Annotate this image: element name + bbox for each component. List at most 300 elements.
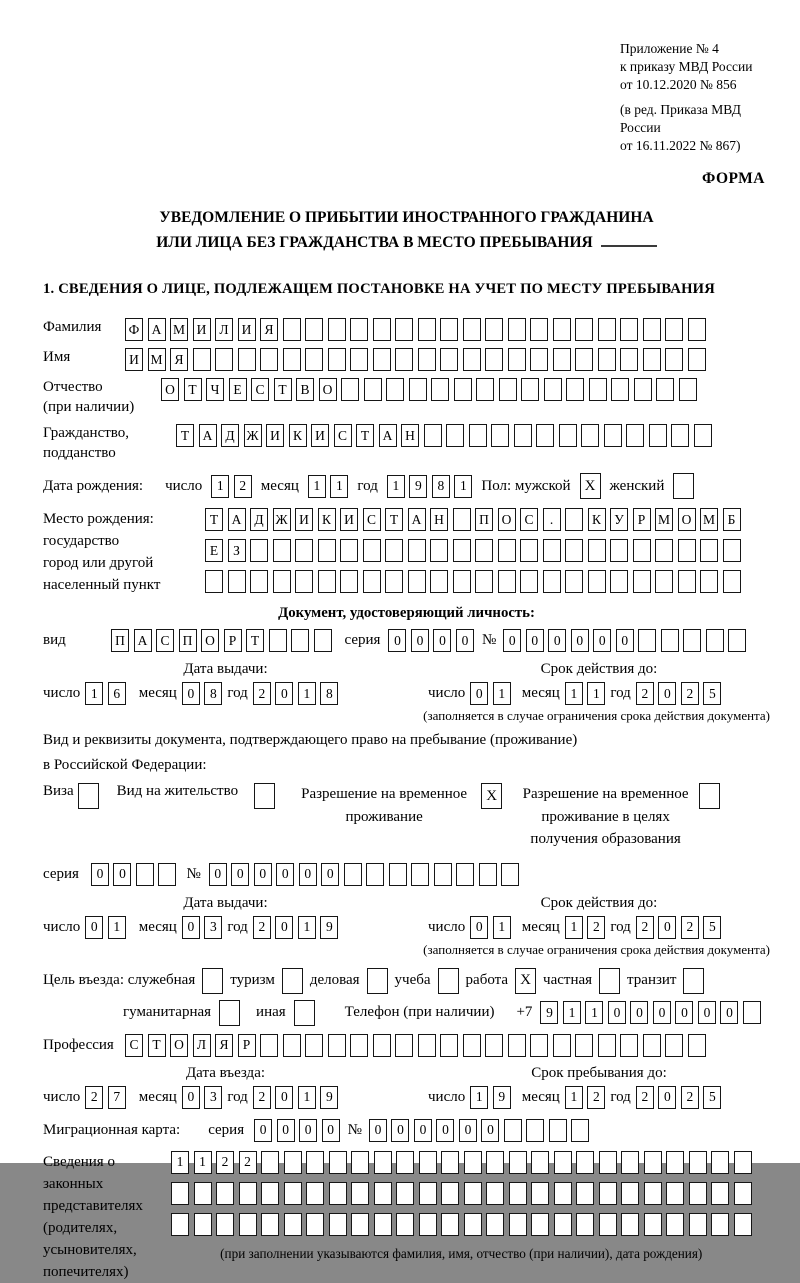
form-cell[interactable]: 0 <box>414 1119 432 1142</box>
form-cell[interactable] <box>340 539 358 562</box>
form-cell[interactable] <box>219 1000 240 1026</box>
form-cell[interactable]: 6 <box>108 682 126 705</box>
form-cell[interactable]: М <box>700 508 718 531</box>
form-cell[interactable]: И <box>295 508 313 531</box>
form-cell[interactable] <box>441 1151 459 1174</box>
form-cell[interactable]: С <box>125 1034 143 1057</box>
form-cell[interactable] <box>250 539 268 562</box>
form-cell[interactable]: Б <box>723 508 741 531</box>
purpose-humanitarian-checkbox[interactable] <box>219 1000 240 1026</box>
form-cell[interactable] <box>598 1034 616 1057</box>
form-cell[interactable] <box>283 348 301 371</box>
form-cell[interactable] <box>78 783 99 809</box>
form-cell[interactable] <box>576 1182 594 1205</box>
form-cell[interactable]: О <box>498 508 516 531</box>
form-cell[interactable]: 1 <box>298 916 316 939</box>
form-cell[interactable]: П <box>111 629 129 652</box>
form-cell[interactable] <box>441 1213 459 1236</box>
form-cell[interactable]: 2 <box>681 1086 699 1109</box>
form-cell[interactable] <box>314 629 332 652</box>
purpose-other-checkbox[interactable] <box>294 1000 315 1026</box>
form-cell[interactable] <box>373 1034 391 1057</box>
form-cell[interactable] <box>734 1213 752 1236</box>
temp-permit-checkbox[interactable] <box>481 783 502 809</box>
form-cell[interactable] <box>504 1119 522 1142</box>
form-cell[interactable]: 1 <box>308 475 326 498</box>
doc-valid-day-cells[interactable] <box>470 682 511 705</box>
form-cell[interactable]: Н <box>430 508 448 531</box>
form-cell[interactable] <box>599 1182 617 1205</box>
form-cell[interactable]: Т <box>274 378 292 401</box>
form-cell[interactable] <box>554 1182 572 1205</box>
birthplace-cells-row1[interactable] <box>205 508 741 531</box>
form-cell[interactable] <box>479 863 497 886</box>
form-cell[interactable] <box>530 348 548 371</box>
form-cell[interactable]: Я <box>260 318 278 341</box>
representatives-cells-row1[interactable] <box>171 1151 752 1174</box>
form-cell[interactable]: X <box>515 968 536 994</box>
form-cell[interactable] <box>520 539 538 562</box>
form-cell[interactable]: 2 <box>587 916 605 939</box>
form-cell[interactable]: С <box>363 508 381 531</box>
purpose-private-checkbox[interactable] <box>599 968 620 994</box>
form-cell[interactable]: 2 <box>681 916 699 939</box>
form-cell[interactable] <box>411 863 429 886</box>
form-cell[interactable] <box>486 1213 504 1236</box>
form-cell[interactable]: Н <box>401 424 419 447</box>
form-cell[interactable]: 2 <box>239 1151 257 1174</box>
form-cell[interactable] <box>295 539 313 562</box>
form-cell[interactable] <box>526 1119 544 1142</box>
form-cell[interactable] <box>363 570 381 593</box>
form-cell[interactable] <box>350 1034 368 1057</box>
form-cell[interactable] <box>305 318 323 341</box>
form-cell[interactable] <box>350 318 368 341</box>
form-cell[interactable] <box>306 1151 324 1174</box>
form-cell[interactable]: 1 <box>493 916 511 939</box>
form-cell[interactable]: 0 <box>658 916 676 939</box>
form-cell[interactable] <box>544 378 562 401</box>
form-cell[interactable] <box>576 1151 594 1174</box>
form-cell[interactable]: 2 <box>636 1086 654 1109</box>
form-cell[interactable] <box>284 1182 302 1205</box>
form-cell[interactable] <box>374 1151 392 1174</box>
form-cell[interactable] <box>734 1151 752 1174</box>
form-cell[interactable]: 0 <box>113 863 131 886</box>
form-cell[interactable]: 0 <box>231 863 249 886</box>
form-cell[interactable] <box>553 348 571 371</box>
permit-valid-day-cells[interactable] <box>470 916 511 939</box>
form-cell[interactable] <box>328 1034 346 1057</box>
form-cell[interactable] <box>205 570 223 593</box>
form-cell[interactable]: 2 <box>253 682 271 705</box>
form-cell[interactable] <box>620 348 638 371</box>
form-cell[interactable] <box>486 1182 504 1205</box>
form-cell[interactable]: Т <box>385 508 403 531</box>
form-cell[interactable]: 0 <box>369 1119 387 1142</box>
form-cell[interactable] <box>549 1119 567 1142</box>
form-cell[interactable] <box>666 1151 684 1174</box>
form-cell[interactable] <box>486 1151 504 1174</box>
form-cell[interactable] <box>485 318 503 341</box>
form-cell[interactable]: 9 <box>320 916 338 939</box>
form-cell[interactable] <box>743 1001 761 1024</box>
permit-number-cells[interactable] <box>209 863 520 886</box>
form-cell[interactable]: М <box>148 348 166 371</box>
form-cell[interactable]: С <box>520 508 538 531</box>
doc-valid-month-cells[interactable] <box>565 682 606 705</box>
form-cell[interactable] <box>666 1182 684 1205</box>
form-cell[interactable] <box>543 570 561 593</box>
birthplace-cells-row2[interactable] <box>205 539 741 562</box>
form-cell[interactable]: 0 <box>254 1119 272 1142</box>
form-cell[interactable] <box>215 348 233 371</box>
form-cell[interactable]: 0 <box>388 629 406 652</box>
form-cell[interactable] <box>329 1182 347 1205</box>
form-cell[interactable] <box>318 570 336 593</box>
form-cell[interactable] <box>136 863 154 886</box>
form-cell[interactable]: А <box>228 508 246 531</box>
form-cell[interactable] <box>604 424 622 447</box>
form-cell[interactable] <box>626 424 644 447</box>
form-cell[interactable] <box>599 1151 617 1174</box>
form-cell[interactable]: 0 <box>720 1001 738 1024</box>
form-cell[interactable] <box>438 968 459 994</box>
form-cell[interactable] <box>621 1182 639 1205</box>
form-cell[interactable] <box>644 1213 662 1236</box>
form-cell[interactable]: К <box>588 508 606 531</box>
form-cell[interactable] <box>261 1182 279 1205</box>
form-cell[interactable] <box>283 318 301 341</box>
form-cell[interactable] <box>329 1151 347 1174</box>
form-cell[interactable]: Я <box>215 1034 233 1057</box>
form-cell[interactable] <box>621 1151 639 1174</box>
form-cell[interactable] <box>408 570 426 593</box>
form-cell[interactable] <box>367 968 388 994</box>
form-cell[interactable] <box>260 348 278 371</box>
form-cell[interactable] <box>599 968 620 994</box>
form-cell[interactable] <box>434 863 452 886</box>
form-cell[interactable] <box>260 1034 278 1057</box>
form-cell[interactable]: 1 <box>171 1151 189 1174</box>
phone-cells[interactable] <box>540 1001 761 1024</box>
form-cell[interactable] <box>351 1213 369 1236</box>
form-cell[interactable] <box>385 539 403 562</box>
form-cell[interactable] <box>565 508 583 531</box>
doc-issue-year-cells[interactable] <box>253 682 339 705</box>
form-cell[interactable]: 0 <box>593 629 611 652</box>
patronymic-cells[interactable] <box>161 378 697 401</box>
form-cell[interactable] <box>373 318 391 341</box>
form-cell[interactable] <box>269 629 287 652</box>
form-cell[interactable] <box>396 1182 414 1205</box>
stay-year-cells[interactable] <box>636 1086 722 1109</box>
form-cell[interactable]: Я <box>170 348 188 371</box>
form-cell[interactable] <box>366 863 384 886</box>
form-cell[interactable] <box>723 539 741 562</box>
form-cell[interactable]: В <box>296 378 314 401</box>
form-cell[interactable] <box>389 863 407 886</box>
migration-series-cells[interactable] <box>254 1119 340 1142</box>
form-cell[interactable] <box>633 539 651 562</box>
birth-day-cells[interactable] <box>211 475 252 498</box>
form-cell[interactable]: С <box>251 378 269 401</box>
form-cell[interactable] <box>531 1151 549 1174</box>
doc-series-cells[interactable] <box>388 629 474 652</box>
form-cell[interactable]: 0 <box>481 1119 499 1142</box>
form-cell[interactable]: 0 <box>277 1119 295 1142</box>
form-cell[interactable] <box>453 508 471 531</box>
form-cell[interactable] <box>238 348 256 371</box>
form-cell[interactable] <box>678 570 696 593</box>
form-cell[interactable]: П <box>475 508 493 531</box>
birthplace-cells-row3[interactable] <box>205 570 741 593</box>
form-cell[interactable] <box>228 570 246 593</box>
form-cell[interactable] <box>295 570 313 593</box>
form-cell[interactable]: О <box>161 378 179 401</box>
form-cell[interactable] <box>521 378 539 401</box>
form-cell[interactable] <box>644 1182 662 1205</box>
form-cell[interactable]: 0 <box>459 1119 477 1142</box>
form-cell[interactable] <box>711 1213 729 1236</box>
form-cell[interactable] <box>553 318 571 341</box>
form-cell[interactable]: 0 <box>275 1086 293 1109</box>
form-cell[interactable]: Д <box>221 424 239 447</box>
form-cell[interactable]: А <box>199 424 217 447</box>
form-cell[interactable]: Ч <box>206 378 224 401</box>
form-cell[interactable]: 1 <box>194 1151 212 1174</box>
form-cell[interactable] <box>649 424 667 447</box>
form-cell[interactable]: 8 <box>204 682 222 705</box>
form-cell[interactable]: 0 <box>182 1086 200 1109</box>
form-cell[interactable] <box>683 629 701 652</box>
form-cell[interactable] <box>250 570 268 593</box>
form-cell[interactable]: А <box>148 318 166 341</box>
form-cell[interactable]: Л <box>193 1034 211 1057</box>
form-cell[interactable] <box>589 378 607 401</box>
form-cell[interactable] <box>456 863 474 886</box>
form-cell[interactable] <box>329 1213 347 1236</box>
visa-checkbox[interactable] <box>78 783 99 809</box>
form-cell[interactable] <box>531 1213 549 1236</box>
form-cell[interactable] <box>575 348 593 371</box>
form-cell[interactable]: И <box>193 318 211 341</box>
form-cell[interactable] <box>386 378 404 401</box>
form-cell[interactable] <box>440 318 458 341</box>
form-cell[interactable] <box>565 570 583 593</box>
form-cell[interactable]: 1 <box>454 475 472 498</box>
form-cell[interactable] <box>498 570 516 593</box>
form-cell[interactable] <box>202 968 223 994</box>
form-cell[interactable]: 2 <box>216 1151 234 1174</box>
form-cell[interactable] <box>464 1151 482 1174</box>
form-cell[interactable] <box>536 424 554 447</box>
form-cell[interactable]: С <box>156 629 174 652</box>
form-cell[interactable]: 0 <box>182 682 200 705</box>
form-cell[interactable] <box>284 1151 302 1174</box>
form-cell[interactable] <box>711 1151 729 1174</box>
form-cell[interactable]: 0 <box>275 682 293 705</box>
form-cell[interactable]: 0 <box>209 863 227 886</box>
form-cell[interactable]: Е <box>229 378 247 401</box>
form-cell[interactable]: 9 <box>409 475 427 498</box>
surname-cells[interactable] <box>125 318 706 341</box>
form-cell[interactable] <box>385 570 403 593</box>
form-cell[interactable] <box>531 1182 549 1205</box>
form-cell[interactable]: А <box>379 424 397 447</box>
doc-number-cells[interactable] <box>503 629 746 652</box>
form-cell[interactable]: И <box>340 508 358 531</box>
form-cell[interactable]: 0 <box>526 629 544 652</box>
residence-permit-checkbox[interactable] <box>254 783 275 809</box>
form-cell[interactable] <box>418 1034 436 1057</box>
form-cell[interactable]: 8 <box>432 475 450 498</box>
form-cell[interactable] <box>194 1213 212 1236</box>
form-cell[interactable] <box>418 348 436 371</box>
form-cell[interactable]: 0 <box>182 916 200 939</box>
doc-type-cells[interactable] <box>111 629 332 652</box>
form-cell[interactable] <box>566 378 584 401</box>
form-cell[interactable] <box>374 1213 392 1236</box>
entry-day-cells[interactable] <box>85 1086 126 1109</box>
form-cell[interactable]: Р <box>224 629 242 652</box>
form-cell[interactable] <box>655 539 673 562</box>
form-cell[interactable] <box>408 539 426 562</box>
form-cell[interactable] <box>485 1034 503 1057</box>
permit-series-cells[interactable] <box>91 863 177 886</box>
form-cell[interactable] <box>441 1182 459 1205</box>
form-cell[interactable]: 7 <box>108 1086 126 1109</box>
form-cell[interactable] <box>571 1119 589 1142</box>
form-cell[interactable]: 0 <box>658 682 676 705</box>
form-cell[interactable]: 0 <box>470 916 488 939</box>
form-cell[interactable] <box>671 424 689 447</box>
form-cell[interactable] <box>620 318 638 341</box>
citizenship-cells[interactable] <box>176 424 712 447</box>
form-cell[interactable]: У <box>610 508 628 531</box>
form-cell[interactable] <box>688 348 706 371</box>
form-cell[interactable] <box>395 1034 413 1057</box>
form-cell[interactable]: 2 <box>234 475 252 498</box>
form-cell[interactable] <box>665 318 683 341</box>
form-cell[interactable] <box>501 863 519 886</box>
form-cell[interactable] <box>711 1182 729 1205</box>
form-cell[interactable]: 1 <box>85 682 103 705</box>
form-cell[interactable]: 0 <box>698 1001 716 1024</box>
form-cell[interactable] <box>409 378 427 401</box>
form-cell[interactable] <box>475 539 493 562</box>
form-cell[interactable] <box>498 539 516 562</box>
form-cell[interactable] <box>543 539 561 562</box>
form-cell[interactable] <box>431 378 449 401</box>
form-cell[interactable]: 0 <box>630 1001 648 1024</box>
form-cell[interactable]: 0 <box>616 629 634 652</box>
form-cell[interactable] <box>373 348 391 371</box>
form-cell[interactable]: 2 <box>587 1086 605 1109</box>
purpose-transit-checkbox[interactable] <box>683 968 704 994</box>
form-cell[interactable]: 0 <box>322 1119 340 1142</box>
form-cell[interactable] <box>419 1151 437 1174</box>
form-cell[interactable]: Д <box>250 508 268 531</box>
form-cell[interactable] <box>576 1213 594 1236</box>
form-cell[interactable] <box>638 629 656 652</box>
form-cell[interactable] <box>508 348 526 371</box>
form-cell[interactable] <box>634 378 652 401</box>
form-cell[interactable] <box>610 539 628 562</box>
form-cell[interactable]: 0 <box>299 1119 317 1142</box>
form-cell[interactable] <box>171 1213 189 1236</box>
form-cell[interactable]: 5 <box>703 682 721 705</box>
form-cell[interactable] <box>261 1151 279 1174</box>
form-cell[interactable]: 5 <box>703 1086 721 1109</box>
name-cells[interactable] <box>125 348 706 371</box>
form-cell[interactable]: 1 <box>565 1086 583 1109</box>
form-cell[interactable] <box>344 863 362 886</box>
form-cell[interactable]: 0 <box>321 863 339 886</box>
form-cell[interactable] <box>158 863 176 886</box>
form-cell[interactable] <box>485 348 503 371</box>
form-cell[interactable] <box>464 1213 482 1236</box>
form-cell[interactable] <box>575 1034 593 1057</box>
form-cell[interactable]: 1 <box>298 1086 316 1109</box>
form-cell[interactable]: 0 <box>436 1119 454 1142</box>
form-cell[interactable] <box>688 318 706 341</box>
form-cell[interactable] <box>673 473 694 499</box>
form-cell[interactable]: Т <box>246 629 264 652</box>
form-cell[interactable] <box>306 1213 324 1236</box>
form-cell[interactable]: X <box>580 473 601 499</box>
form-cell[interactable] <box>530 318 548 341</box>
form-cell[interactable] <box>491 424 509 447</box>
form-cell[interactable]: К <box>318 508 336 531</box>
form-cell[interactable] <box>520 570 538 593</box>
form-cell[interactable] <box>418 318 436 341</box>
birth-month-cells[interactable] <box>308 475 349 498</box>
form-cell[interactable] <box>610 570 628 593</box>
form-cell[interactable] <box>305 348 323 371</box>
form-cell[interactable]: Ф <box>125 318 143 341</box>
form-cell[interactable]: 9 <box>493 1086 511 1109</box>
form-cell[interactable]: 1 <box>470 1086 488 1109</box>
stay-day-cells[interactable] <box>470 1086 511 1109</box>
form-cell[interactable]: Т <box>176 424 194 447</box>
form-cell[interactable] <box>463 1034 481 1057</box>
form-cell[interactable]: 1 <box>565 682 583 705</box>
form-cell[interactable] <box>351 1182 369 1205</box>
form-cell[interactable]: 0 <box>548 629 566 652</box>
doc-valid-year-cells[interactable] <box>636 682 722 705</box>
form-cell[interactable] <box>509 1151 527 1174</box>
form-cell[interactable]: 3 <box>204 916 222 939</box>
form-cell[interactable]: 0 <box>503 629 521 652</box>
form-cell[interactable]: 0 <box>254 863 272 886</box>
form-cell[interactable]: 2 <box>636 916 654 939</box>
form-cell[interactable]: О <box>678 508 696 531</box>
form-cell[interactable]: 0 <box>85 916 103 939</box>
form-cell[interactable]: Р <box>238 1034 256 1057</box>
form-cell[interactable] <box>588 570 606 593</box>
form-cell[interactable] <box>633 570 651 593</box>
form-cell[interactable]: 0 <box>391 1119 409 1142</box>
form-cell[interactable] <box>464 1182 482 1205</box>
form-cell[interactable]: Е <box>205 539 223 562</box>
form-cell[interactable]: К <box>289 424 307 447</box>
form-cell[interactable] <box>216 1182 234 1205</box>
form-cell[interactable]: 0 <box>276 863 294 886</box>
form-cell[interactable] <box>734 1182 752 1205</box>
form-cell[interactable] <box>273 539 291 562</box>
form-cell[interactable]: 9 <box>540 1001 558 1024</box>
